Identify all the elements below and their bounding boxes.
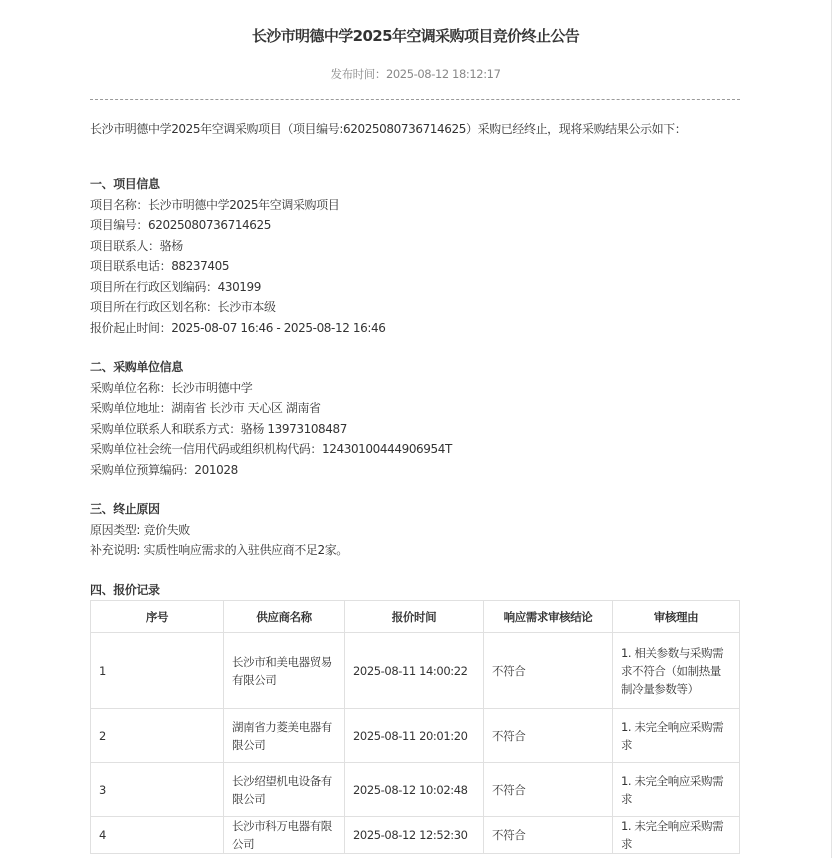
info-row: 项目联系电话：88237405	[90, 259, 230, 273]
info-row: 项目编号：62025080736714625	[90, 218, 271, 232]
cell-index: 4	[91, 817, 224, 854]
cell-review-result: 不符合	[484, 633, 613, 709]
section-termination-reason	[90, 499, 348, 561]
page-title: 长沙市明德中学2025年空调采购项目竞价终止公告	[251, 27, 580, 45]
info-row: 采购单位社会统一信用代码或组织机构代码：12430100444906954T	[90, 442, 452, 456]
section-project-info	[90, 174, 385, 338]
quote-records-table	[90, 600, 740, 854]
info-row: 原因类型: 竞价失败	[90, 522, 190, 537]
cell-review-reason: 1. 未完全响应采购需求	[613, 709, 740, 763]
column-header: 审核理由	[613, 601, 740, 633]
table-row	[91, 633, 740, 709]
cell-quote-time: 2025-08-12 12:52:30	[345, 817, 484, 854]
section-quote-records	[90, 580, 160, 601]
cell-quote-time: 2025-08-11 20:01:20	[345, 709, 484, 763]
section-heading: 一、项目信息	[90, 177, 160, 191]
column-header: 供应商名称	[224, 601, 345, 633]
info-row: 项目名称：长沙市明德中学2025年空调采购项目	[90, 197, 340, 212]
info-row: 采购单位预算编码：201028	[90, 462, 238, 477]
info-row: 采购单位名称：长沙市明德中学	[90, 380, 253, 395]
section-heading: 三、终止原因	[90, 502, 160, 516]
intro-text: 长沙市明德中学2025年空调采购项目（项目编号:62025080736714625）采购已经终止，现将采购结果公示如下：	[90, 122, 687, 136]
table-header-row	[91, 601, 740, 633]
cell-quote-time: 2025-08-12 10:02:48	[345, 763, 484, 817]
publish-time: 发布时间：2025-08-12 18:12:17	[330, 67, 501, 81]
cell-supplier: 长沙市和美电器贸易有限公司	[224, 633, 345, 709]
cell-supplier: 长沙市科万电器有限公司	[224, 817, 345, 854]
table-row	[91, 709, 740, 763]
cell-review-result: 不符合	[484, 763, 613, 817]
cell-index: 1	[91, 633, 224, 709]
info-row: 采购单位地址：湖南省 长沙市 天心区 湖南省	[90, 401, 321, 415]
info-row: 补充说明: 实质性响应需求的入驻供应商不足2家。	[90, 543, 348, 557]
section-heading: 二、采购单位信息	[90, 360, 183, 374]
info-row: 项目联系人：骆杨	[90, 238, 183, 253]
column-header: 序号	[91, 601, 224, 633]
info-row: 报价起止时间：2025-08-07 16:46 - 2025-08-12 16:46	[90, 320, 386, 335]
dashed-divider	[90, 99, 740, 100]
column-header: 报价时间	[345, 601, 484, 633]
table-row	[91, 763, 740, 817]
cell-review-result: 不符合	[484, 817, 613, 854]
cell-supplier: 长沙绍望机电设备有限公司	[224, 763, 345, 817]
info-row: 项目所在行政区划编码：430199	[90, 279, 262, 294]
info-row: 采购单位联系人和联系方式：骆杨 13973108487	[90, 421, 347, 436]
section-purchaser-info	[90, 357, 452, 480]
cell-review-result: 不符合	[484, 709, 613, 763]
cell-review-reason: 1. 未完全响应采购需求	[613, 763, 740, 817]
section-heading: 四、报价记录	[90, 583, 160, 597]
cell-index: 3	[91, 763, 224, 817]
info-row: 项目所在行政区划名称：长沙市本级	[90, 300, 276, 314]
cell-supplier: 湖南省力菱美电器有限公司	[224, 709, 345, 763]
table-row	[91, 817, 740, 854]
cell-index: 2	[91, 709, 224, 763]
cell-quote-time: 2025-08-11 14:00:22	[345, 633, 484, 709]
cell-review-reason: 1. 相关参数与采购需求不符合（如制热量制冷量参数等）	[613, 633, 740, 709]
cell-review-reason: 1. 未完全响应采购需求	[613, 817, 740, 854]
column-header: 响应需求审核结论	[484, 601, 613, 633]
